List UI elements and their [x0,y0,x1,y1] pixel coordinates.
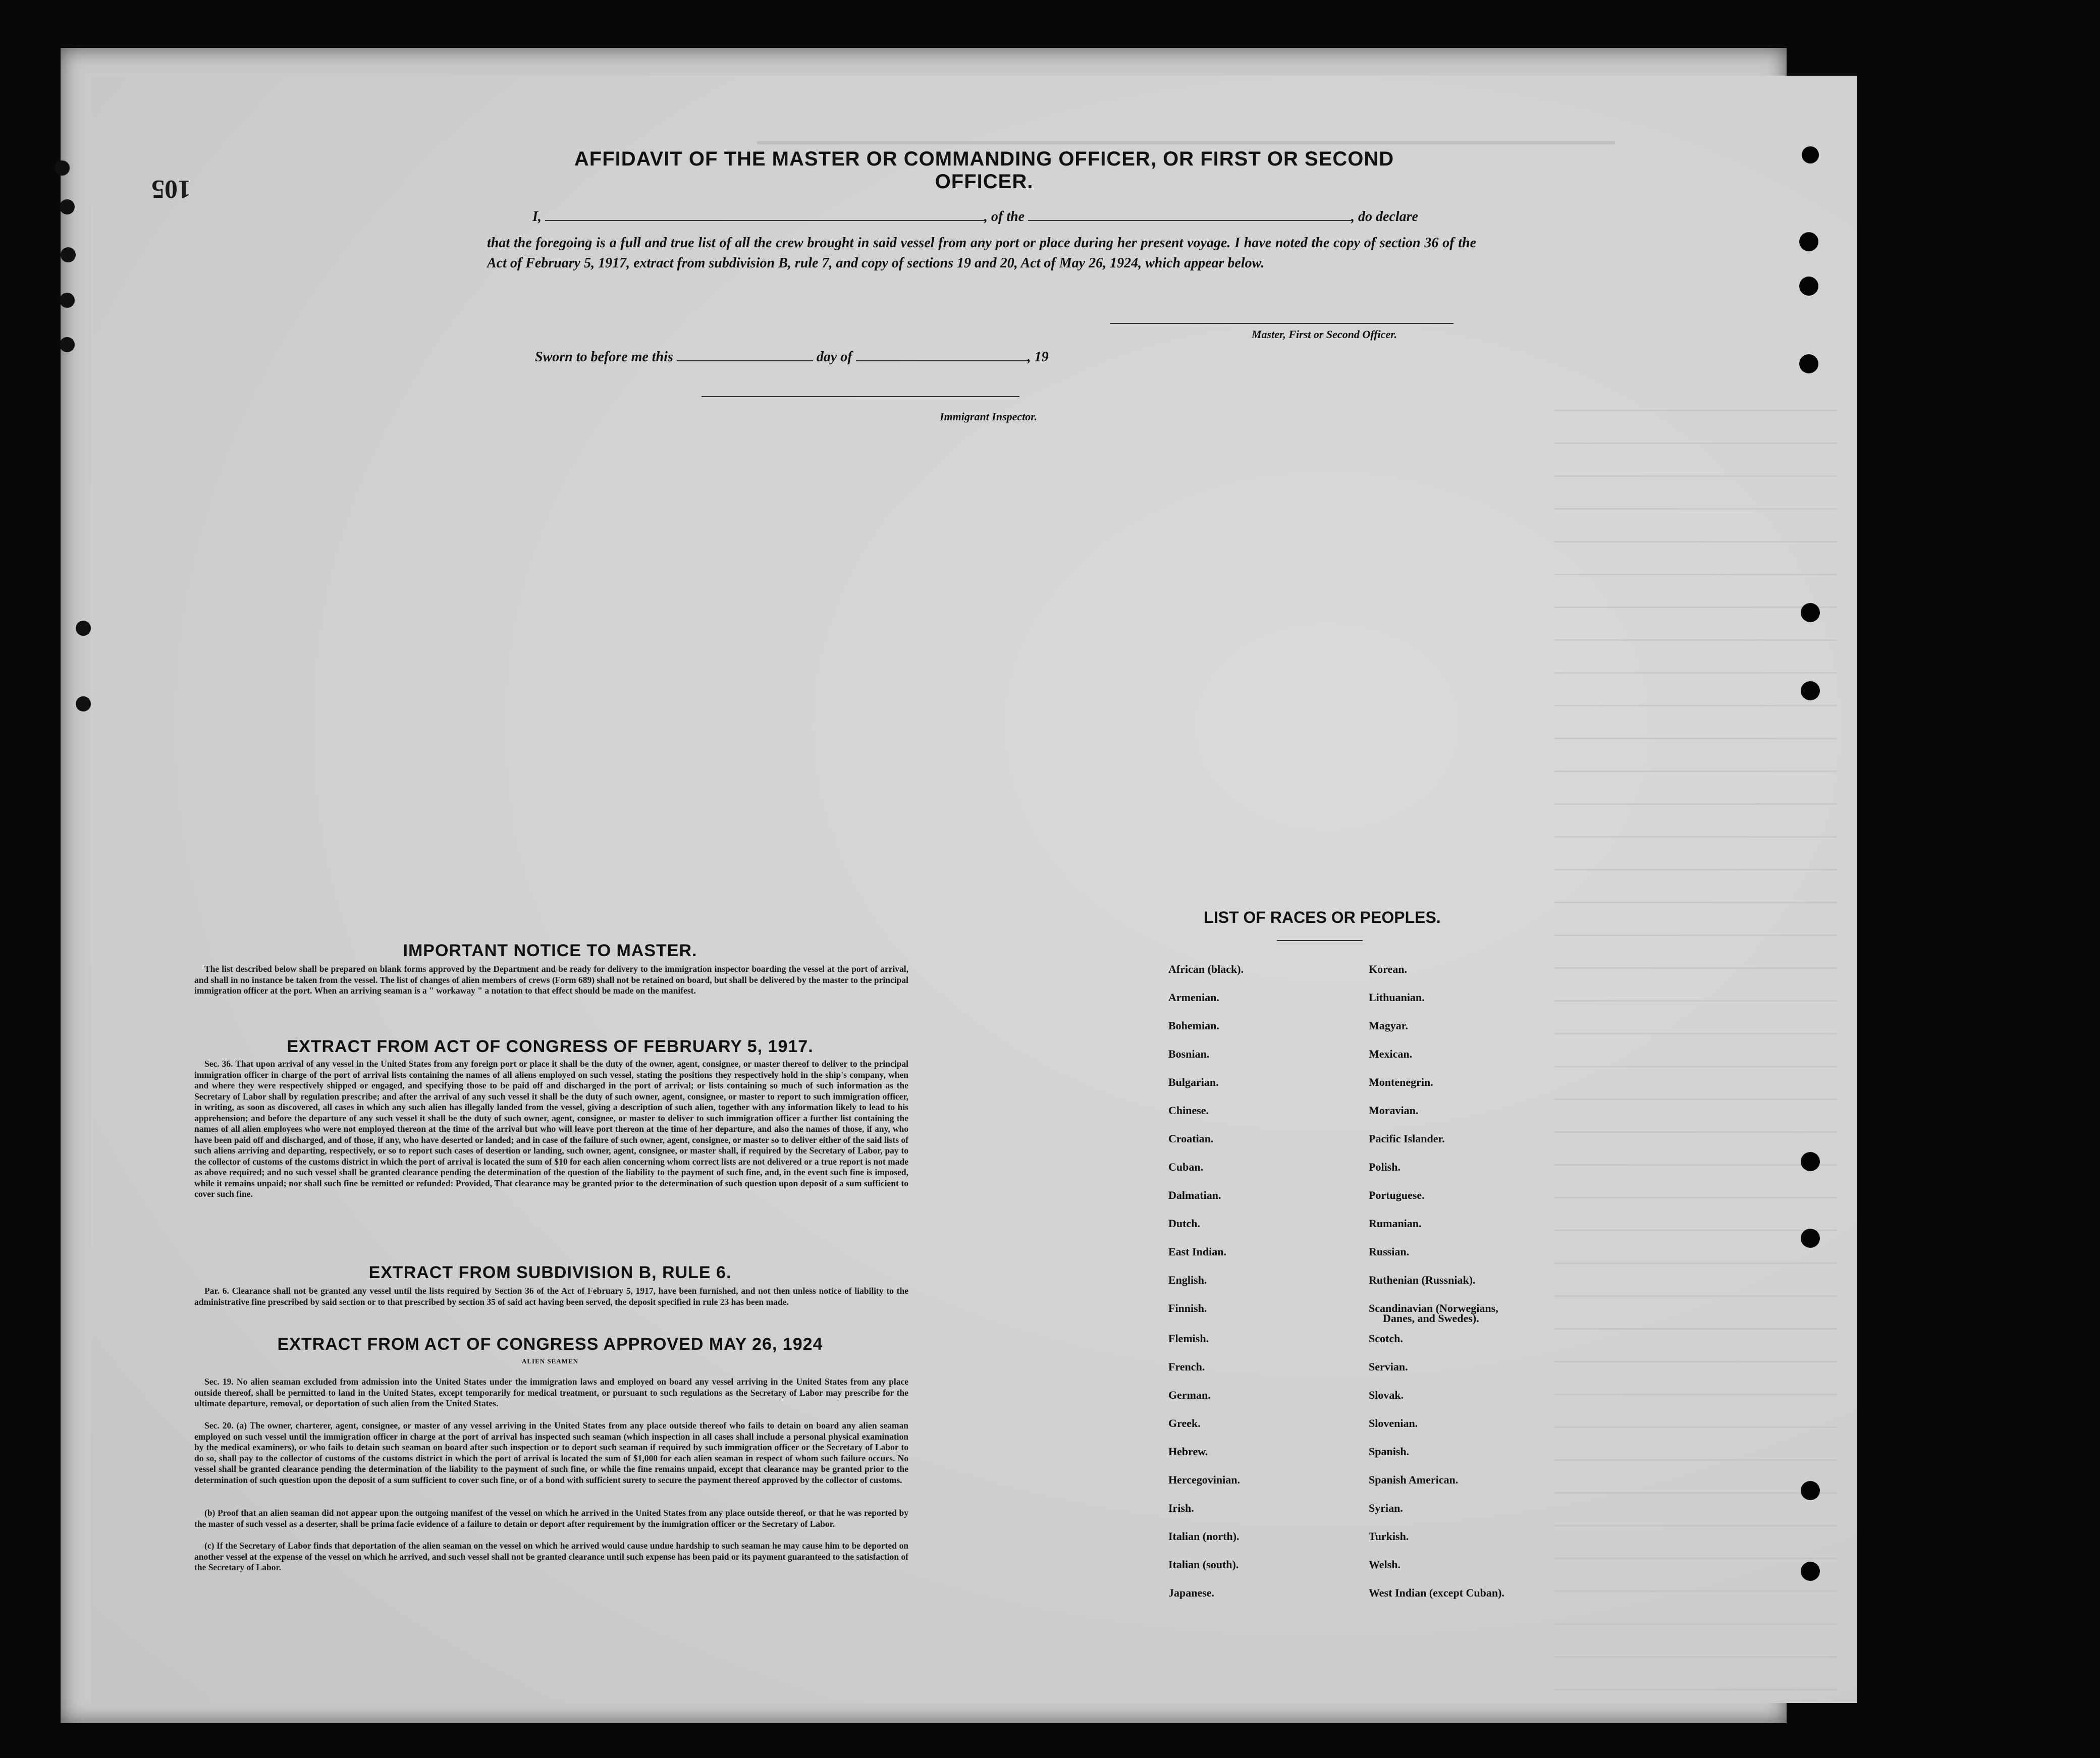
subdivision-title: EXTRACT FROM SUBDIVISION B, RULE 6. [368,1263,732,1282]
race-item: Syrian. [1369,1502,1403,1514]
race-item: Lithuanian. [1369,991,1425,1004]
affidavit-title: AFFIDAVIT OF THE MASTER OR COMMANDING OFFICER, OR FIRST OR SECOND OFFICER. [574,148,1394,193]
race-item: Montenegrin. [1369,1076,1433,1088]
sworn-day-of-label: day of [816,349,852,365]
punch-hole [76,696,91,711]
extract-1924-sec20b: (b) Proof that an alien seaman did not appear upon the outgoing manifest of the vessel on which he arrived in the United States from any place outside thereof, or that he was reported by the master of such vessel as a deserter, shall be prima facie evidence of a failure to detain or deport after requirement by the immigration officer or the Secretary of Labor. [194,1508,908,1529]
race-item: Hercegovinian. [1168,1473,1240,1486]
race-item: Hebrew. [1168,1445,1208,1458]
race-item: East Indian. [1168,1245,1226,1258]
affidavit-declaration-line [532,207,1418,225]
race-item: Chinese. [1168,1104,1209,1117]
punch-hole [60,337,75,352]
race-item: Dutch. [1168,1217,1200,1230]
extract-1924-sec19: Sec. 19. No alien seaman excluded from admission into the United States under the immigration laws and employed on board any vessel arriving in the United States from any place outside thereof, shall be permitted to land in the United States, except temporarily for medical treatment, or pursuant to such regulations as the Secretary of Labor may prescribe for the ultimate departure, removal, or deportation of such alien from the United States. [194,1377,908,1408]
race-item: Cuban. [1168,1161,1204,1173]
punch-hole [1801,681,1820,700]
affidavit-of-the-label: , of the [984,209,1025,225]
extract-1917-title: EXTRACT FROM ACT OF CONGRESS OF FEBRUARY 5, 1917. [287,1037,814,1056]
sworn-prefix: Sworn to before me this [535,349,673,365]
affidavit-declare-label: , do declare [1351,209,1418,225]
punch-hole [1799,354,1818,373]
race-item: Slovenian. [1369,1417,1418,1430]
punch-hole [1802,146,1819,163]
extract-1924-sec20a: Sec. 20. (a) The owner, charterer, agent, consignee, or master of any vessel arriving in the United States from any place outside thereof who fails to detain on board any alien seaman employed on such vessel until the immigration officer in charge at the port of arrival has inspected such seaman (which inspection in all cases shall include a personal physical examination by the medical examiners), or who fails to detain such seaman on board after such inspection or to deport such seaman if required by such immigration officer or the Secretary of Labor to do so, shall pay to the collector of customs of the customs district in which the port of arrival is located the sum of $1,000 for each alien seaman in respect of whom such failure occurs. No vessel shall be granted clearance pending the determination of the liability to the payment of such fine, or while the fine remains unpaid, except that clearance may be granted prior to the determination of such question upon the deposit of a sum sufficient to cover such fine, or of a bond with sufficient surety to secure the payment thereof approved by the collector of customs. [194,1420,908,1485]
notice-title: IMPORTANT NOTICE TO MASTER. [403,941,697,960]
punch-hole [55,160,70,176]
race-item: Bosnian. [1168,1048,1210,1060]
race-item: Pacific Islander. [1369,1132,1445,1145]
punch-hole [60,293,75,308]
race-item: Mexican. [1369,1048,1413,1060]
races-divider [1277,940,1363,941]
punch-hole [1801,1152,1820,1171]
officer-name-field[interactable] [545,207,984,221]
punch-hole [1801,1562,1820,1581]
punch-hole [61,247,76,262]
alien-seamen-subtitle: ALIEN SEAMEN [521,1357,579,1365]
affidavit-paragraph: that the foregoing is a full and true list of all the crew brought in said vessel from any port or place during her present voyage. I have noted the copy of section 36 of the Act of February 5, 1917, extract from subdivision B, rule 7, and copy of sections 19 and 20, Act of May 26, 1924, which appear below. [487,235,1476,271]
race-item: Welsh. [1369,1558,1401,1571]
notice-text: The list described below shall be prepared on blank forms approved by the Department and be ready for delivery to the immigration inspector boarding the vessel at the port of arrival, and shall in no instance be taken from the vessel. The list of changes of alien members of crews (Form 689) shall not be retained on board, but shall be delivered by the master to the principal immigration officer at the port. When an arriving seaman is a " workaway " a notation to that effect should be made on the manifest. [194,964,908,996]
punch-hole [76,621,91,636]
race-item: Bohemian. [1168,1019,1219,1032]
race-item: Ruthenian (Russniak). [1369,1274,1476,1286]
race-item: Scotch. [1369,1332,1403,1345]
race-item: Slovak. [1369,1389,1404,1401]
race-item: Croatian. [1168,1132,1214,1145]
race-item: Portuguese. [1369,1189,1425,1201]
race-item: Russian. [1369,1245,1410,1258]
race-item: Servian. [1369,1360,1408,1373]
punch-hole [1801,1229,1820,1248]
inspector-signature-caption: Immigrant Inspector. [940,410,1038,423]
race-item: Greek. [1168,1417,1201,1430]
race-item: Spanish. [1369,1445,1410,1458]
master-signature-caption: Master, First or Second Officer. [1252,328,1397,341]
race-item: French. [1168,1360,1205,1373]
race-item: Dalmatian. [1168,1189,1221,1201]
race-item: Magyar. [1369,1019,1409,1032]
race-item: Italian (north). [1168,1530,1240,1543]
extract-1917-text: Sec. 36. That upon arrival of any vessel in the United States from any foreign port or place it shall be the duty of the owner, agent, consignee, or master thereof to deliver to the principal immigration officer in charge of the port of arrival lists containing the names of all aliens employed on such vessel, stating the positions they respectively hold in the ship's company, when and where they were respectively shipped or engaged, and specifying those to be paid off and discharged in the port of arrival; or lists containing so much of such information as the Secretary of Labor shall by regulation prescribe; and after the arrival of any such vessel it shall be the duty of such owner, agent, consignee, or master to report to such immigration officer, in writing, as soon as discovered, all cases in which any such alien has illegally landed from the vessel, giving a description of such alien, together with any information likely to lead to his apprehension; and before the departure of any such vessel it shall be the duty of such owner, agent, consignee, or master to deliver to such immigration officer a further list containing the names of all alien employees who were not employed thereon at the time of the arrival but who will leave port thereon at the time of her departure, and also the names of those, if any, who have been paid off and discharged, and of those, if any, who have deserted or landed; and in case of the failure of such owner, agent, consignee, or master so to deliver either of the said lists of such aliens arriving and departing, respectively, or so to report such cases of desertion or landing, such owner, agent, consignee, or master shall, if required by the Secretary of Labor, pay to the collector of customs of the customs district in which the port of arrival is located the sum of $10 for each alien concerning whom correct lists are not delivered or a true report is not made as above required; and no such vessel shall be granted clearance pending the determination of the question of the liability to the payment of such fine, and, in the event such fine is imposed, while it remains unpaid; nor shall such fine be remitted or refunded: Provided, That clearance may be granted prior to the determination of such question upon deposit of a sum sufficient to cover such fine. [194,1059,908,1199]
race-item: Bulgarian. [1168,1076,1219,1088]
race-item: Italian (south). [1168,1558,1239,1571]
punch-hole [1799,232,1818,251]
race-item: African (black). [1168,963,1244,975]
race-item: Moravian. [1369,1104,1419,1117]
race-item: Scandinavian (Norwegians, [1369,1302,1498,1314]
vessel-name-field[interactable] [1028,207,1351,221]
extract-1924-title: EXTRACT FROM ACT OF CONGRESS APPROVED MAY 26, 1924 [277,1335,823,1354]
race-item: Japanese. [1168,1586,1215,1599]
race-item: Armenian. [1168,991,1219,1004]
race-item: Rumanian. [1369,1217,1422,1230]
race-item-continuation: Danes, and Swedes). [1383,1312,1479,1325]
page-number-stamp: 105 [151,175,191,203]
race-item: Turkish. [1369,1530,1409,1543]
race-item: Polish. [1369,1161,1401,1173]
races-title: LIST OF RACES OR PEOPLES. [1204,908,1441,926]
race-item: Korean. [1369,963,1407,975]
sworn-line [535,347,1049,365]
punch-hole [1799,277,1818,296]
race-item: German. [1168,1389,1211,1401]
race-item: Finnish. [1168,1302,1207,1314]
punch-hole [1801,603,1820,622]
race-item: English. [1168,1274,1207,1286]
affidavit-i-label: I, [532,209,542,225]
race-item: Irish. [1168,1502,1194,1514]
sworn-day-field[interactable] [677,347,813,361]
race-item: West Indian (except Cuban). [1369,1586,1504,1599]
punch-hole [1801,1481,1820,1500]
race-item: Spanish American. [1369,1473,1459,1486]
bleed-through-rows [1554,378,1837,1690]
punch-hole [60,199,75,214]
sworn-year-label: , 19 [1027,349,1049,365]
race-item: Flemish. [1168,1332,1209,1345]
extract-1924-sec20c: (c) If the Secretary of Labor finds that deportation of the alien seaman on the vessel on which he arrived would cause undue hardship to such seaman he may cause him to be deported on another vessel at the expense of the vessel on which he arrived, and such vessel shall not be granted clearance until such expense has been paid or its payment guaranteed to the satisfaction of the Secretary of Labor. [194,1541,908,1572]
sworn-month-field[interactable] [856,347,1028,361]
inspector-signature-line[interactable] [702,396,1019,397]
subdivision-text: Par. 6. Clearance shall not be granted any vessel until the lists required by Section 36 of the Act of February 5, 1917, have been furnished, and not then unless notice of liability to the administrative fine prescribed by said section or to that prescribed by section 35 of said act having been served, the deposit specified in rule 23 has been made. [194,1286,908,1307]
master-signature-line[interactable] [1110,323,1453,324]
